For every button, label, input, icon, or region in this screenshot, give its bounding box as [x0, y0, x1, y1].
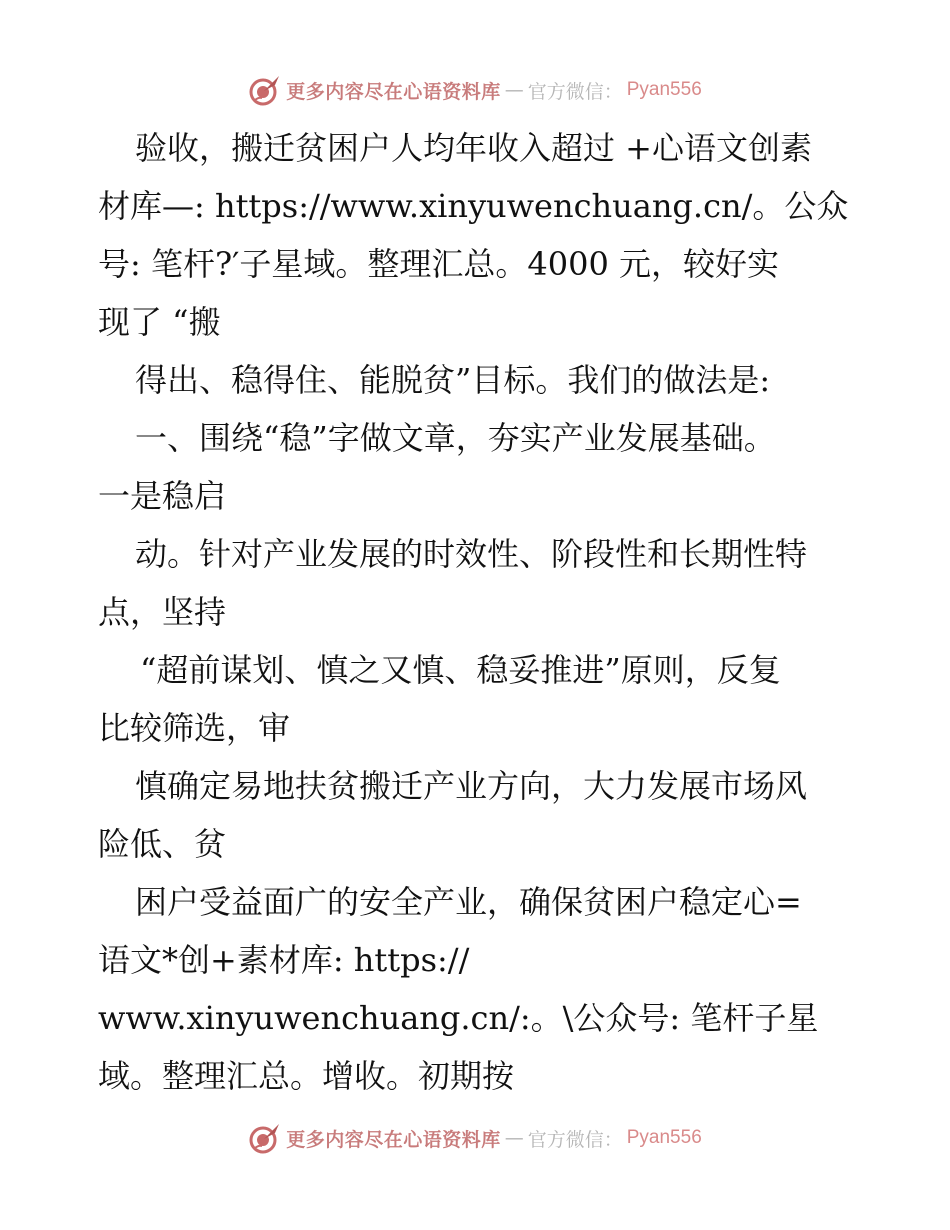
body-line: 域。整理汇总。增收。初期按 — [98, 1057, 515, 1095]
body-line: 困户受益面广的安全产业，确保贫困户稳定心= — [135, 883, 802, 921]
footer-banner-content — [248, 1121, 702, 1155]
banner-dash: — — [504, 79, 524, 101]
banner-subtitle: 官方微信： — [527, 1128, 623, 1151]
body-line: 一、围绕“稳”字做文章，夯实产业发展基础。 — [135, 419, 776, 457]
body-line: 号: 笔杆?′子星域。整理汇总。4000 元，较好实 — [98, 245, 779, 283]
banner-wechat-handle: Pyan556 — [626, 1127, 702, 1148]
body-line: 材库—: https://www.xinyuwenchuang.cn/。公众 — [98, 187, 849, 225]
body-line: “超前谋划、慎之又慎、稳妥推进”原则，反复 — [140, 651, 781, 689]
body-line: 慎确定易地扶贫搬迁产业方向，大力发展市场风 — [135, 767, 808, 805]
header-banner-content — [248, 73, 702, 107]
banner-dash: — — [504, 1127, 524, 1149]
body-line: 验收，搬迁贫困户人均年收入超过 +心语文创素 — [135, 129, 812, 167]
banner-title: 更多内容尽在心语资料库 — [286, 1128, 501, 1151]
footer-banner — [0, 1118, 950, 1158]
banner-subtitle: 官方微信： — [527, 80, 623, 103]
body-line: 一是稳启 — [98, 477, 227, 515]
body-line: 点，坚持 — [98, 593, 227, 631]
banner-wechat-handle: Pyan556 — [626, 79, 702, 100]
body-line: www.xinyuwenchuang.cn/:。\公众号: 笔杆子星 — [98, 999, 819, 1037]
body-line: 比较筛选，审 — [98, 709, 291, 747]
body-line: 语文*创+素材库: https:// — [98, 941, 470, 979]
body-line: 动。针对产业发展的时效性、阶段性和长期性特 — [135, 535, 808, 573]
body-line: 险低、贫 — [98, 825, 227, 863]
header-banner — [0, 70, 950, 110]
banner-title: 更多内容尽在心语资料库 — [286, 80, 501, 103]
body-line: 现了 “搬 — [98, 303, 221, 341]
quill-ink-icon — [248, 1121, 282, 1155]
body-line: 得出、稳得住、能脱贫”目标。我们的做法是: — [135, 361, 771, 399]
quill-ink-icon — [248, 73, 282, 107]
